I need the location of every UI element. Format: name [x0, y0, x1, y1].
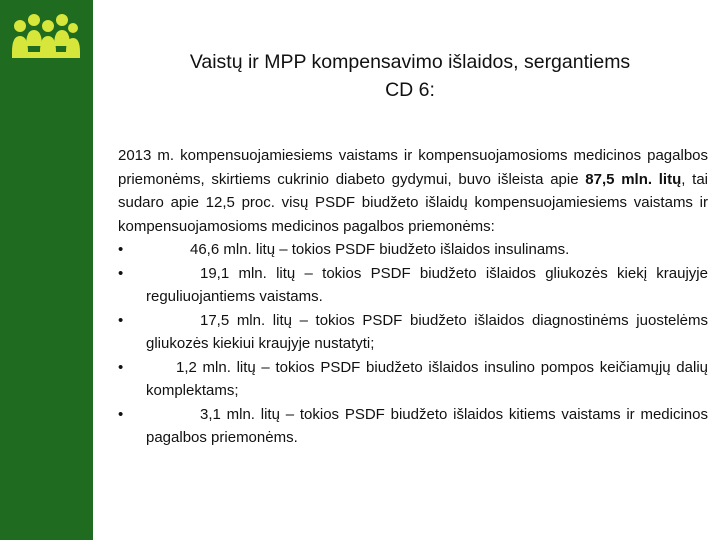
bullet-item-other	[118, 403, 708, 450]
slide-title-line-1: Vaistų ir MPP kompensavimo išlaidos, sergantiems	[189, 51, 631, 73]
bullet-dot: •	[118, 405, 124, 423]
bullet-text: 46,6 mln. litų – tokios PSDF biudžeto išlaidos insulinams.	[190, 241, 570, 258]
bullet-dot: •	[118, 241, 124, 258]
intro-text-part-1: 2013 m. kompensuojamiesiems vaistams ir kompensuojamosioms medicinos pagalbos priemonėms, skirtiems cukrinio diabeto gydymui, buvo išleista apie	[118, 147, 708, 188]
slide-body	[118, 144, 708, 450]
intro-highlight-amount: 87,5 mln. litų	[585, 170, 682, 188]
bullet-text: 1,2 mln. litų – tokios PSDF biudžeto išlaidos insulino pompos keičiamųjų dalių komplektams;	[146, 358, 708, 399]
bullet-dot: •	[118, 311, 124, 329]
intro-paragraph	[118, 144, 708, 238]
bullet-text: 3,1 mln. litų – tokios PSDF biudžeto išlaidos kitiems vaistams ir medicinos pagalbos priemonėms.	[146, 405, 708, 446]
bullet-item-insulin	[118, 238, 708, 262]
slide-title-line-2: CD 6:	[385, 79, 435, 101]
slide-title	[110, 48, 710, 104]
bullet-dot: •	[118, 358, 124, 376]
bullet-item-glucose-drugs	[118, 262, 708, 309]
bullet-item-test-strips	[118, 309, 708, 356]
left-sidebar-band	[0, 0, 93, 540]
bullet-text: 19,1 mln. litų – tokios PSDF biudžeto išlaidos gliukozės kiekį kraujyje reguliuojantiems vaistams.	[146, 264, 708, 305]
bullet-dot: •	[118, 264, 124, 282]
bullet-list	[118, 238, 708, 450]
people-group-icon	[10, 12, 80, 60]
bullet-text: 17,5 mln. litų – tokios PSDF biudžeto išlaidos diagnostinėms juostelėms gliukozės kiekiui kraujyje nustatyti;	[146, 311, 708, 352]
bullet-item-pump-parts	[118, 356, 708, 403]
intro-text-part-2: , tai sudaro apie 12,5 proc. visų PSDF biudžeto išlaidų kompensuojamiesiems vaistams ir kompensuojamosioms medicinos pagalbos priemonėms:	[118, 170, 708, 235]
